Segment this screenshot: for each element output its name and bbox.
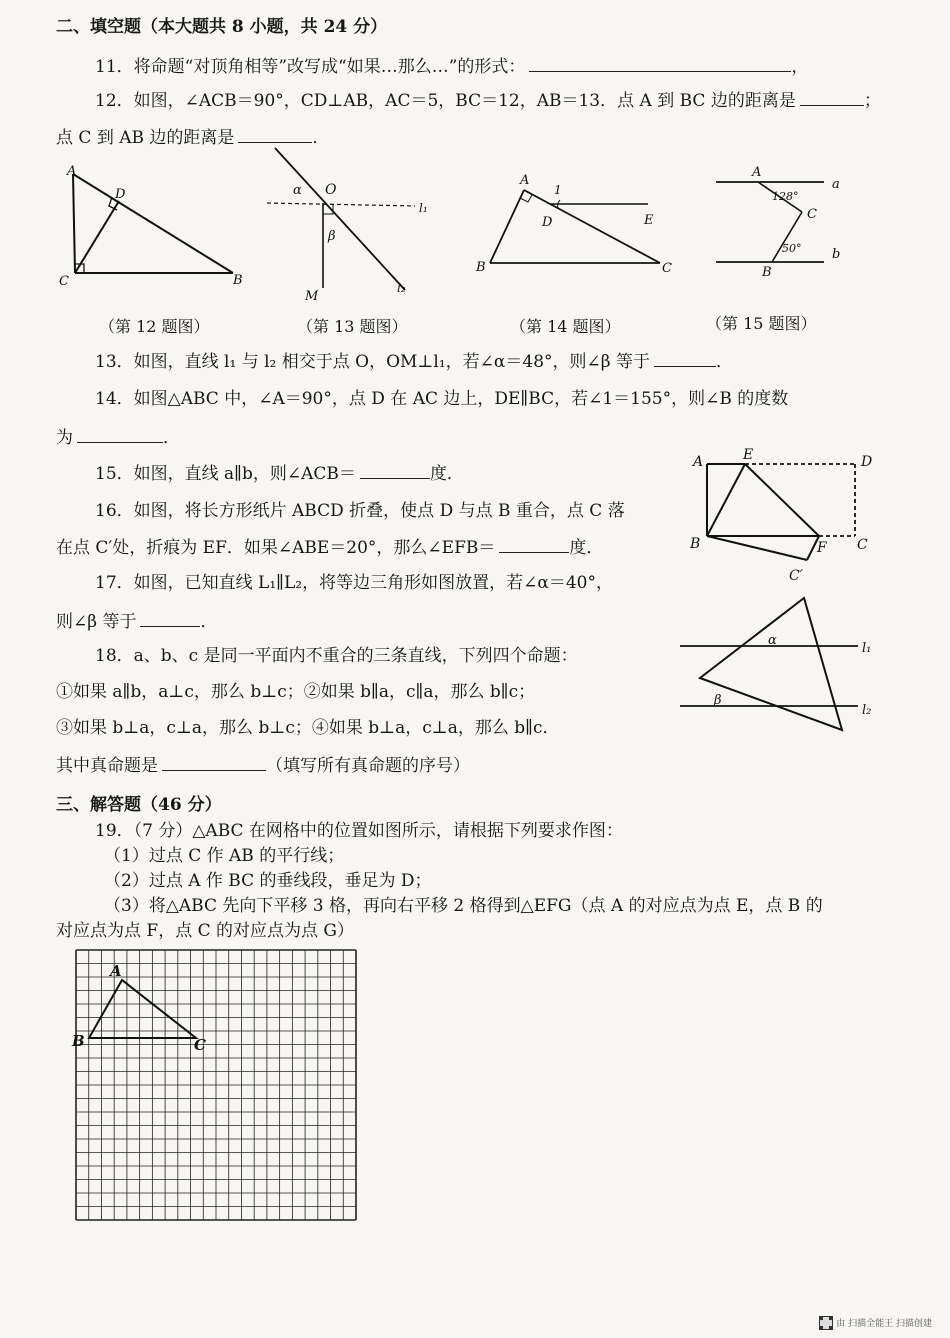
fig15-label-a-line: a [832, 177, 840, 192]
question-12-line2-end: ． [312, 128, 330, 148]
question-17-line1: 17．如图，已知直线 L₁∥L₂，将等边三角形如图放置，若∠α＝40°， [95, 573, 613, 593]
fig14-label-b: B [476, 260, 486, 275]
grid-figure-19 [70, 944, 362, 1226]
scanner-footer-text: 由 扫描全能王 扫描创建 [836, 1318, 932, 1329]
answer-blank-15 [360, 462, 430, 479]
question-17-line2 [56, 610, 217, 633]
figure-13 [255, 140, 435, 305]
question-12-line1 [95, 89, 881, 112]
grid-label-c: C [194, 1036, 206, 1054]
caption-fig12: （第 12 题图） [99, 317, 210, 336]
question-16-end: 度． [569, 538, 604, 558]
qr-code-icon [819, 1316, 833, 1330]
triangle-abc [89, 980, 196, 1038]
question-14-line1: 14．如图△ABC 中，∠A＝90°，点 D 在 AC 边上，DE∥BC，若∠1＝155°，则∠B 的度数 [95, 389, 789, 409]
figure-15 [712, 160, 852, 285]
question-18-line2: ①如果 a∥b，a⊥c，那么 b⊥c；②如果 b∥a，c∥a，那么 b∥c； [56, 682, 536, 702]
caption-fig13: （第 13 题图） [297, 317, 408, 336]
question-14-end: ． [163, 428, 180, 448]
answer-blank-16 [499, 536, 569, 553]
section-heading-solutions: 三、解答题（46 分） [56, 795, 222, 815]
fig14-label-1: 1 [554, 183, 562, 197]
fig12-label-a: A [67, 164, 77, 179]
question-13 [95, 350, 733, 373]
fig13-label-m: M [305, 289, 319, 304]
fig16-line-ef [745, 464, 819, 536]
fig14-label-d: D [542, 215, 553, 230]
fig17-label-l1: l₁ [862, 641, 872, 656]
fig14-label-a: A [520, 173, 530, 188]
question-12-text: 12．如图，∠ACB＝90°，CD⊥AB，AC＝5，BC＝12，AB＝13．点 A 到 BC 边的距离是 [95, 91, 796, 111]
question-14-line2-text: 为 [56, 428, 73, 448]
question-18-end: （填写所有真命题的序号） [266, 756, 470, 776]
fig17-triangle [700, 598, 842, 730]
question-19-part1: （1）过点 C 作 AB 的平行线； [104, 846, 345, 866]
answer-blank-18 [162, 754, 266, 771]
answer-blank-13 [654, 350, 716, 367]
fig16-label-b: B [690, 536, 701, 552]
fig16-label-f: F [817, 540, 827, 556]
fig12-label-d: D [115, 187, 126, 202]
fig12-line-cd [75, 201, 119, 273]
question-17-end: ． [200, 612, 218, 632]
question-19: 19．（7 分）△ABC 在网格中的位置如图所示，请根据下列要求作图： [95, 821, 623, 841]
caption-fig14: （第 14 题图） [510, 317, 621, 336]
fig15-label-angle-top: 128° [772, 190, 799, 203]
question-14-line2 [56, 426, 180, 449]
answer-blank-11 [529, 55, 791, 72]
question-18-line4-text: 其中真命题是 [56, 756, 158, 776]
fig12-label-c: C [59, 274, 69, 289]
grid-lines [76, 950, 356, 1220]
fig17-label-beta: β [714, 693, 722, 708]
figure-12 [55, 160, 255, 290]
answer-blank-12a [800, 89, 864, 106]
fig17-label-alpha: α [768, 633, 777, 648]
grid-label-a: A [110, 962, 122, 980]
caption-fig15: （第 15 题图） [706, 314, 817, 333]
answer-blank-17 [140, 610, 200, 627]
fig14-line-ab [490, 190, 524, 263]
question-12-line1-end: ； [863, 91, 881, 111]
fig16-label-c: C [857, 537, 868, 553]
fig13-line-l1 [267, 203, 415, 206]
question-19-part2: （2）过点 A 作 BC 的垂线段，垂足为 D； [104, 871, 432, 891]
fig12-label-b: B [233, 273, 243, 288]
fig16-label-a: A [693, 454, 704, 470]
fig13-label-l2: l₂ [397, 281, 406, 295]
fig14-label-e: E [644, 213, 654, 228]
question-13-text: 13．如图，直线 l₁ 与 l₂ 相交于点 O，OM⊥l₁，若∠α＝48°，则∠β 等于 [95, 352, 651, 372]
fig15-label-a-point: A [752, 165, 762, 180]
question-11-text: 11．将命题“对顶角相等”改写成“如果…那么…”的形式： [95, 57, 526, 77]
question-18-line4 [56, 754, 470, 777]
fig13-label-l1: l₁ [419, 201, 428, 215]
fig13-label-o: O [325, 182, 337, 198]
question-19-part3-line2: 对应点为点 F，点 C 的对应点为点 G） [56, 921, 354, 941]
fig17-label-l2: l₂ [862, 703, 872, 718]
question-15-end: 度． [429, 464, 464, 484]
figure-14 [468, 168, 688, 283]
question-18-line1: 18．a、b、c 是同一平面内不重合的三条直线，下列四个命题： [95, 646, 578, 666]
fig16-label-d: D [861, 454, 873, 470]
question-11-end: ， [791, 57, 809, 77]
fig15-label-b-line: b [832, 247, 841, 262]
question-15 [95, 462, 464, 485]
fig16-line-bc-prime [707, 536, 807, 560]
fig15-label-b-point: B [762, 265, 772, 280]
question-18-line3: ③如果 b⊥a，c⊥a，那么 b⊥c；④如果 b⊥a，c⊥a，那么 b∥c． [56, 718, 560, 738]
figure-16 [685, 446, 885, 588]
fig16-line-be [707, 464, 745, 536]
fig13-label-beta: β [328, 229, 336, 244]
question-16-line2-text: 在点 C′处，折痕为 EF．如果∠ABE＝20°，那么∠EFB＝ [56, 538, 496, 558]
fig15-label-c: C [807, 207, 817, 222]
question-19-part3-line1: （3）将△ABC 先向下平移 3 格，再向右平移 2 格得到△EFG（点 A 的对应点为点 E，点 B 的 [104, 896, 823, 916]
question-12-line2-text: 点 C 到 AB 边的距离是 [56, 128, 235, 148]
fig16-label-e: E [743, 447, 754, 463]
section-heading-fill-in: 二、填空题（本大题共 8 小题，共 24 分） [56, 17, 388, 37]
fig13-line-l2 [275, 148, 405, 290]
fig12-line-ac [73, 174, 75, 273]
question-17-line2-text: 则∠β 等于 [56, 612, 137, 632]
fig16-label-c-prime: C′ [789, 568, 803, 584]
figure-17 [672, 590, 892, 740]
fig15-label-angle-bottom: 50° [782, 242, 802, 255]
fig12-line-ab [73, 174, 233, 273]
scanner-footer [819, 1316, 932, 1331]
fig14-label-c: C [662, 261, 672, 276]
question-11 [95, 55, 808, 78]
question-15-text: 15．如图，直线 a∥b，则∠ACB＝ [95, 464, 356, 484]
question-16-line1: 16．如图，将长方形纸片 ABCD 折叠，使点 D 与点 B 重合，点 C 落 [95, 501, 625, 521]
question-16-line2 [56, 536, 603, 559]
answer-blank-14 [77, 426, 163, 443]
fig13-label-alpha: α [293, 183, 302, 198]
question-13-end: ． [716, 352, 734, 372]
grid-label-b: B [72, 1032, 85, 1050]
